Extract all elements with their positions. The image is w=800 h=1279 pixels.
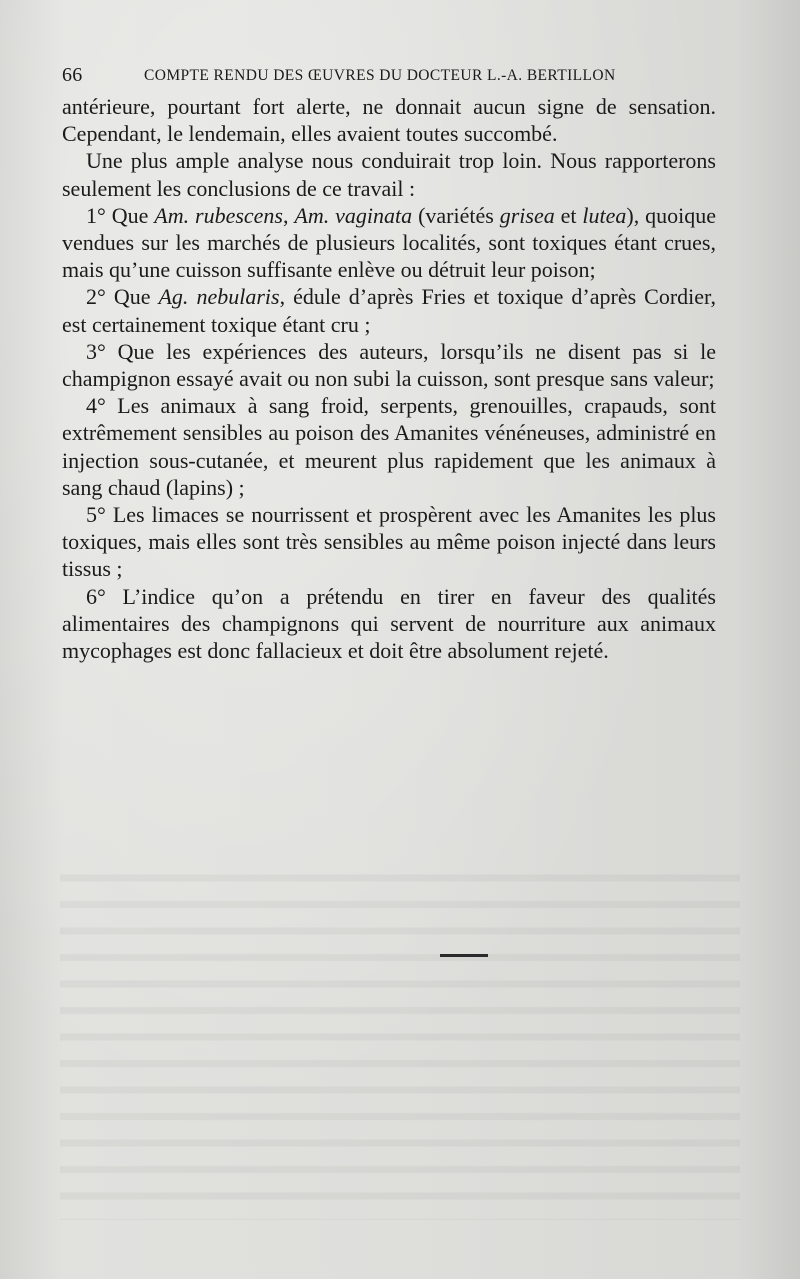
variety-name: lutea: [582, 202, 627, 228]
bleed-through-texture: [60, 860, 740, 1220]
variety-name: grisea: [499, 202, 555, 228]
item-1-text: (variétés: [412, 202, 500, 228]
paragraph-continued: antérieure, pourtant fort alerte, ne donnait aucun signe de sensation. Cependant, le lendemain, elles avaient toutes succombé.: [62, 94, 716, 147]
item-2-text: , édule d’après Fries et toxique d’après Cordier, est certainement toxique étant cru ;: [62, 284, 716, 337]
conclusion-item-4: 4° Les animaux à sang froid, serpents, grenouilles, crapauds, sont extrêmement sensibles au poison des Amanites vénéneuses, administré en injection sous-cutanée, et meurent plus rapidement que les animaux à sang chaud (lapins) ;: [62, 393, 716, 500]
species-name: Ag. nebularis: [158, 284, 280, 310]
item-1-prefix: 1° Que: [86, 202, 155, 228]
item-1-text: ,: [283, 202, 295, 228]
species-name: Am. rubescens: [154, 202, 283, 228]
paragraph-intro: Une plus ample analyse nous conduirait trop loin. Nous rapporterons seulement les conclusions de ce travail :: [62, 148, 716, 201]
body-text: [62, 93, 716, 664]
conclusion-item-3: 3° Que les expériences des auteurs, lorsqu’ils ne disent pas si le champignon essayé avait ou non subi la cuisson, sont presque sans valeur;: [62, 338, 716, 392]
conclusion-item-1: [62, 202, 716, 284]
item-1-text: et: [554, 202, 583, 228]
item-1-text: ), quoique vendues sur les marchés de plusieurs localités, sont toxiques étant crues, mais qu’une cuisson suffisante enlève ou détruit leur poison;: [62, 202, 717, 283]
conclusion-item-6: 6° L’indice qu’on a prétendu en tirer en faveur des qualités alimentaires des champignons qui servent de nourriture aux animaux mycophages est donc fallacieux et doit être absolument rejeté.: [62, 583, 716, 664]
section-end-rule: [440, 954, 488, 957]
running-title: COMPTE RENDU DES ŒUVRES DU DOCTEUR L.-A. BERTILLON: [144, 67, 616, 84]
item-2-prefix: 2° Que: [86, 284, 159, 310]
species-name: Am. vaginata: [294, 202, 413, 228]
page-number: 66: [62, 64, 83, 86]
page-header: [62, 64, 718, 88]
conclusion-item-5: 5° Les limaces se nourrissent et prospèrent avec les Amanites les plus toxiques, mais elles sont très sensibles au même poison injecté dans leurs tissus ;: [62, 502, 716, 582]
conclusion-item-2: [62, 283, 716, 337]
